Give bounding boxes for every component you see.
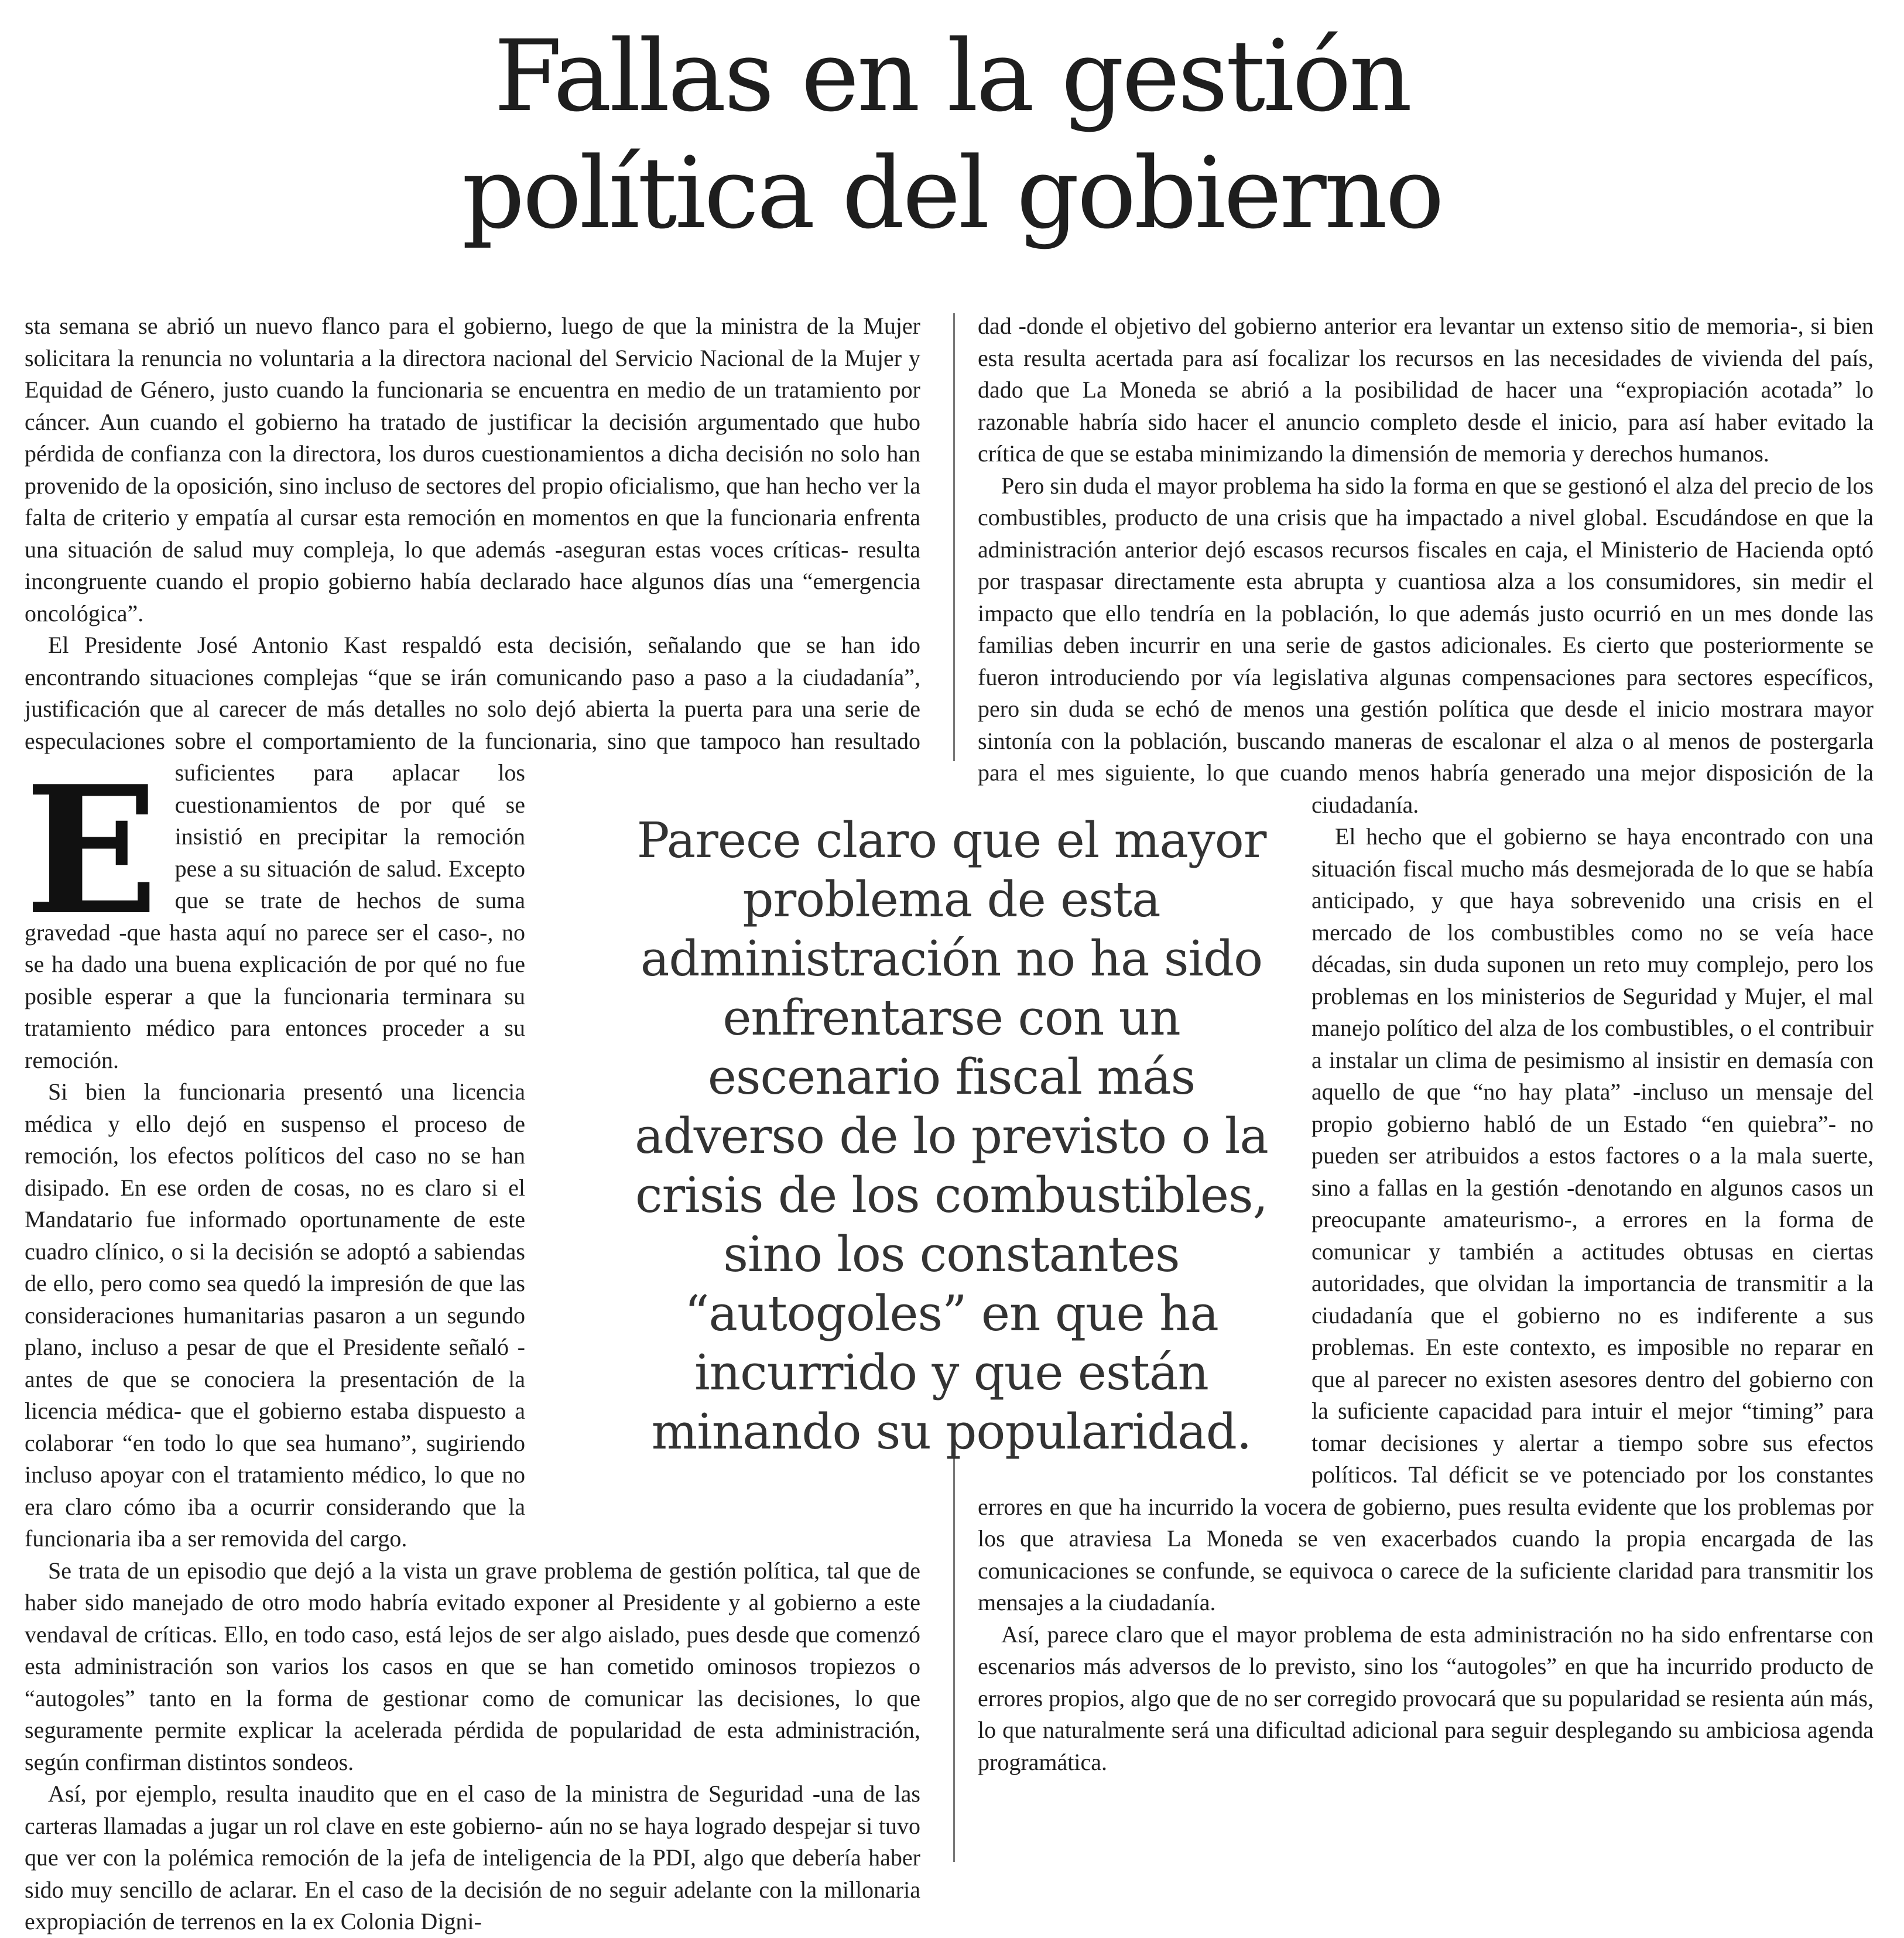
pull-quote: Parece claro que el mayor problema de esta administración no ha sido enfrentarse con un escenario fiscal más adverso de lo previsto o la crisis de los combustibles, sino los constantes “autogoles” en que ha incurrido y que están minando su popularidad.	[635, 812, 1268, 1460]
headline	[0, 18, 1904, 252]
paragraph: dad -donde el objetivo del gobierno anterior era levantar un extenso sitio de memoria-, si bien esta resulta acertada para así focalizar los recursos en las necesidades de vivienda del país, dado que La Moneda se abrió a la posibilidad de hacer una “expropiación acotada” lo razonable habría sido hacer el anuncio completo desde el inicio, para así haber evitado la crítica de que se estaba minimizando la dimensión de memoria y derechos humanos.	[978, 313, 1874, 467]
paragraph: Así, por ejemplo, resulta inaudito que en el caso de la ministra de Seguridad -una de las carteras llamadas a jugar un rol clave en este gobierno- aún no se haya logrado despejar si tuvo que ver con la polémica remoción de la jefa de inteligencia de la PDI, algo que debería haber sido muy sencillo de aclarar. En el caso de la decisión de no seguir adelante con la millonaria expropiación de terrenos en la ex Colonia Digni-	[25, 1781, 920, 1934]
paragraph: Se trata de un episodio que dejó a la vista un grave problema de gestión política, tal que de haber sido manejado de otro modo habría evitado exponer al Presidente y al gobierno a este vendaval de críticas. Ello, en todo caso, está lejos de ser algo aislado, pues desde que comenzó esta administración son varios los casos en que se han cometido ominosos tropiezos o “autogoles” tanto en la forma de gestionar como de comunicar las decisiones, lo que seguramente permite explicar la acelerada pérdida de popularidad de esta administración, según confirman distintos sondeos.	[25, 1557, 920, 1775]
paragraph: Si bien la funcionaria presentó una licencia médica y ello dejó en suspenso el proceso de remoción, los efectos políticos del caso no se han disipado. En ese orden de cosas, no es claro si el Mandatario fue informado oportunamente de este cuadro clínico, o si la decisión se adoptó a sabiendas de ello, pero como sea quedó la impresión de que las consideraciones humanitarias pasaron a un segundo plano, incluso a pesar de que el Presidente señaló -antes de que se conociera la presentación de la licencia médica- que el gobierno estaba dispuesto a colaborar “en todo lo que sea humano”, sugiriendo incluso apoyar con el tratamiento médico, lo que no era claro cómo iba a ocurrir considerando que la funcionaria iba a ser removida del cargo.	[25, 1078, 525, 1552]
headline-line-2: política del gobierno	[461, 136, 1443, 251]
paragraph: Pero sin duda el mayor problema ha sido la forma en que se gestionó el alza del precio de los combustibles, producto de una crisis que ha impactado a nivel global. Escudándose en que la administración anterior dejó escasos recursos fiscales en caja, el Ministerio de Hacienda optó por traspasar directamente esta abrupta y cuantiosa alza a los consumidores, sin medir el impacto que ello tendría en la población, lo que además justo ocurrió en un mes donde las familias deben incurrir en una serie de gastos adicionales. Es cierto que posteriormente se fueron introduciendo por vía legislativa algunas compensaciones para sectores específicos, pero sin duda se echó de menos una gestión política que desde el inicio mostrara mayor sintonía con la población, buscando maneras de escalonar el alza o al menos de postergarla para el mes siguiente, lo que cuando menos habría generado una mejor disposición de la ciudadanía.	[978, 472, 1874, 818]
column-divider-bottom	[953, 1449, 955, 1862]
column-divider-top	[953, 313, 955, 761]
paragraph: Así, parece claro que el mayor problema de esta administración no ha sido enfrentarse con escenarios más adversos de lo previsto, sino los “autogoles” en que ha incurrido producto de errores propios, algo que de no ser corregido provocará que su popularidad se resienta aún más, lo que naturalmente será una dificultad adicional para seguir desplegando su ambiciosa agenda programática.	[978, 1621, 1874, 1775]
paragraph: sta semana se abrió un nuevo flanco para el gobierno, luego de que la ministra de la Mujer solicitara la renuncia no voluntaria a la directora nacional del Servicio Nacional de la Mujer y Equidad de Género, justo cuando la funcionaria se encuentra en medio de un tratamiento por cáncer. Aun cuando el gobierno ha tratado de justificar la decisión argumentado que hubo pérdida de confianza con la directora, los duros cuestionamientos a dicha decisión no solo han provenido de la oposición, sino incluso de sectores del propio oficialismo, que han hecho ver la falta de criterio y empatía al cursar esta remoción en momentos en que la funcionaria enfrenta una situación de salud muy compleja, lo que además -aseguran estas voces críticas- resulta incongruente cuando el propio gobierno había declarado hace algunos días una “emergencia oncológica”.	[25, 313, 920, 626]
paragraph: El Presidente José Antonio Kast respaldó esta decisión, señalando que se han ido encontrando situaciones complejas “que se irán comunicando paso a paso a la ciudadanía”, justificación que al carecer de más detalles no solo dejó abierta la puerta para una serie de especulaciones sobre el comportamiento de la funcionaria, sino que tampoco han resultado suficientes para aplacar los cuestionamientos de por qué se insistió en precipitar la remoción pese a su situación de salud. Excepto que se trate de hechos de suma gravedad -que hasta aquí no parece ser el caso-, no se ha dado una buena explicación de por qué no fue posible esperar a que la funcionaria terminara su tratamiento médico para entonces proceder a su remoción.	[25, 632, 920, 1073]
drop-cap: E	[25, 747, 159, 954]
headline-line-1: Fallas en la gestión	[494, 19, 1410, 133]
paragraph: El hecho que el gobierno se haya encontrado con una situación fiscal mucho más desmejorada de lo que se había anticipado, y que haya sobrevenido una crisis en el mercado de los combustibles como no se veía hace décadas, sin duda suponen un reto muy complejo, pero los problemas en los ministerios de Seguridad y Mujer, el mal manejo político del alza de los combustibles, o el contribuir a instalar un clima de pesimismo al insistir en demasía con aquello de que “no hay plata” -incluso un mensaje del propio gobierno habló de un Estado “en quiebra”- no pueden ser atribuidos a estos factores o a la mala suerte, sino a fallas en la gestión -denotando en algunos casos un preocupante amateurismo-, a errores en la forma de comunicar y también a actitudes obtusas en ciertas autoridades, que olvidan la importancia de transmitir a la ciudadanía que el gobierno no es indiferente a sus problemas. En este contexto, es imposible no reparar en que al parecer no existen asesores dentro del gobierno con la suficiente capacidad para intuir el mejor “timing” para tomar decisiones y alertar a tiempo sobre sus efectos políticos. Tal déficit se ve potenciado por los constantes errores en que ha incurrido la vocera de gobierno, pues resulta evidente que los problemas por los que atraviesa La Moneda se ven exacerbados cuando la propia encargada de las comunicaciones se confunde, se equivoca o carece de la suficiente claridad para transmitir los mensajes a la ciudadanía.	[978, 823, 1874, 1615]
